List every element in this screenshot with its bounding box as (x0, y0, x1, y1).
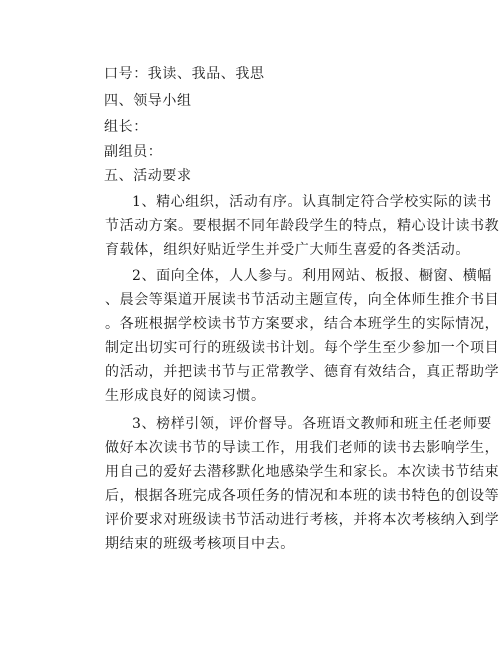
paragraph-line: 节活动方案。要根据不同年龄段学生的特点，精心设计读书教 (105, 218, 500, 234)
paragraph-line: 。各班根据学校读书节方案要求，结合本班学生的实际情况， (105, 316, 500, 332)
paragraph-line: 评价要求对班级读书节活动进行考核，并将本次考核纳入到学 (105, 512, 500, 528)
slogan-line: 口号：我读、我品、我思 (104, 66, 265, 82)
paragraph-line: 的活动，并把读书节与正常教学、德育有效结合，真正帮助学 (105, 364, 500, 380)
paragraph-line: 期结束的班级考核项目中去。 (105, 536, 295, 552)
paragraph-line: 1、精心组织，活动有序。认真制定符合学校实际的读书 (132, 194, 492, 210)
section-heading-requirements: 五、活动要求 (104, 168, 192, 184)
paragraph-line: 生形成良好的阅读习惯。 (105, 388, 266, 404)
paragraph-line: 3、榜样引领，评价督导。各班语文教师和班主任老师要 (132, 416, 492, 432)
deputy-label: 副组员： (104, 144, 163, 160)
leader-label: 组长： (104, 119, 148, 135)
paragraph-line: 后，根据各班完成各项任务的情况和本班的读书特色的创设等 (105, 488, 500, 504)
paragraph-line: 、晨会等渠道开展读书节活动主题宣传，向全体师生推介书目 (105, 292, 500, 308)
paragraph-line: 制定出切实可行的班级读书计划。每个学生至少参加一个项目 (105, 340, 500, 356)
paragraph-line: 用自己的爱好去潜移默化地感染学生和家长。本次读书节结束 (105, 464, 500, 480)
paragraph-line: 2、面向全体，人人参与。利用网站、板报、橱窗、横幅 (132, 268, 492, 284)
paragraph-line: 做好本次读书节的导读工作，用我们老师的读书去影响学生， (105, 440, 500, 456)
section-heading-leadership: 四、领导小组 (104, 93, 192, 109)
paragraph-line: 育载体，组织好贴近学生并受广大师生喜爱的各类活动。 (105, 242, 470, 258)
